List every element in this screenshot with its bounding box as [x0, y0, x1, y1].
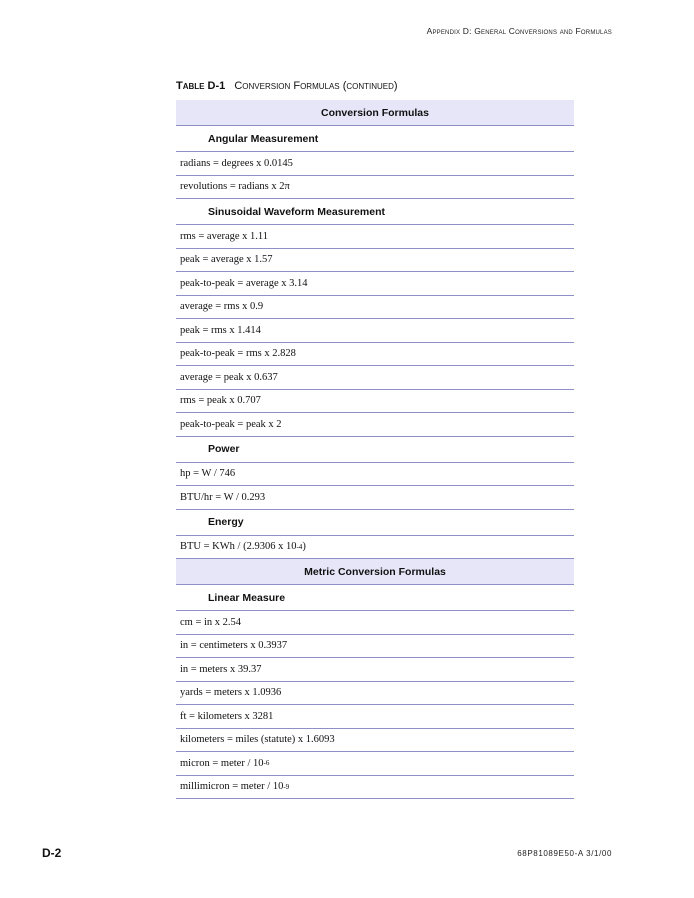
formula-row: [176, 752, 574, 776]
subsection-header-text: Sinusoidal Waveform Measurement: [208, 205, 385, 218]
formula-exponent: -6: [263, 759, 270, 768]
formula-text: peak-to-peak = peak x 2: [180, 418, 282, 430]
formula-suffix: ): [302, 541, 306, 553]
subsection-header-text: Angular Measurement: [208, 132, 319, 145]
formula-text: ft = kilometers x 3281: [180, 710, 274, 722]
subsection-header-row: [176, 199, 574, 225]
formula-text: rms = average x 1.11: [180, 230, 269, 242]
section-header-text: Conversion Formulas: [321, 106, 429, 119]
formula-text: hp = W / 746: [180, 468, 236, 480]
formula-text: peak = average x 1.57: [180, 254, 273, 266]
formula-row: [176, 682, 574, 706]
section-header-text: Metric Conversion Formulas: [304, 565, 446, 578]
formula-row: [176, 413, 574, 437]
formula-text: peak-to-peak = rms x 2.828: [180, 348, 296, 360]
formula-text: yards = meters x 1.0936: [180, 687, 282, 699]
formula-text: peak-to-peak = average x 3.14: [180, 277, 308, 289]
table-caption-label: Table D-1: [176, 80, 226, 92]
formula-row: [176, 776, 574, 800]
formula-text: radians = degrees x 0.0145: [180, 157, 293, 169]
formula-row: [176, 390, 574, 414]
formula-text: in = centimeters x 0.3937: [180, 640, 288, 652]
formula-row: [176, 343, 574, 367]
formula-text: revolutions = radians x 2π: [180, 181, 290, 193]
formula-row: [176, 249, 574, 273]
formula-text: BTU/hr = W / 0.293: [180, 491, 266, 503]
formula-text: kilometers = miles (statute) x 1.6093: [180, 734, 335, 746]
formula-text: peak = rms x 1.414: [180, 324, 261, 336]
formula-text: BTU = KWh / (2.9306 x 10: [180, 541, 297, 553]
page-number: D-2: [42, 846, 62, 860]
formula-row: [176, 729, 574, 753]
running-head: Appendix D: General Conversions and Formulas: [426, 26, 612, 36]
formula-row: [176, 366, 574, 390]
formula-text: average = rms x 0.9: [180, 301, 264, 313]
formula-exponent: -9: [283, 782, 290, 791]
subsection-header-row: [176, 126, 574, 152]
formula-text: cm = in x 2.54: [180, 616, 242, 628]
formula-row: [176, 152, 574, 176]
formula-exponent: -4: [296, 542, 303, 551]
formula-row: [176, 319, 574, 343]
formula-text: millimicron = meter / 10: [180, 781, 284, 793]
formula-row: [176, 536, 574, 560]
subsection-header-text: Energy: [208, 516, 244, 528]
subsection-header-text: Linear Measure: [208, 591, 286, 604]
formula-text: rms = peak x 0.707: [180, 395, 261, 407]
formula-text: average = peak x 0.637: [180, 371, 278, 383]
subsection-header-row: [176, 510, 574, 536]
subsection-header-row: [176, 437, 574, 463]
formula-text: micron = meter / 10: [180, 757, 264, 769]
section-header-row: [176, 100, 574, 126]
subsection-header-text: Power: [208, 443, 240, 455]
formula-row: [176, 611, 574, 635]
table-caption-title: Conversion Formulas (continued): [234, 80, 398, 92]
formula-row: [176, 296, 574, 320]
formula-row: [176, 463, 574, 487]
formula-row: [176, 272, 574, 296]
document-number: 68P81089E50-A 3/1/00: [517, 849, 612, 858]
formula-row: [176, 176, 574, 200]
formula-row: [176, 658, 574, 682]
formula-row: [176, 225, 574, 249]
section-header-row: [176, 559, 574, 585]
subsection-header-row: [176, 585, 574, 611]
formula-text: in = meters x 39.37: [180, 663, 262, 675]
table-caption: [176, 80, 398, 92]
conversion-formulas-table: [176, 100, 574, 799]
formula-row: [176, 486, 574, 510]
formula-row: [176, 705, 574, 729]
formula-row: [176, 635, 574, 659]
